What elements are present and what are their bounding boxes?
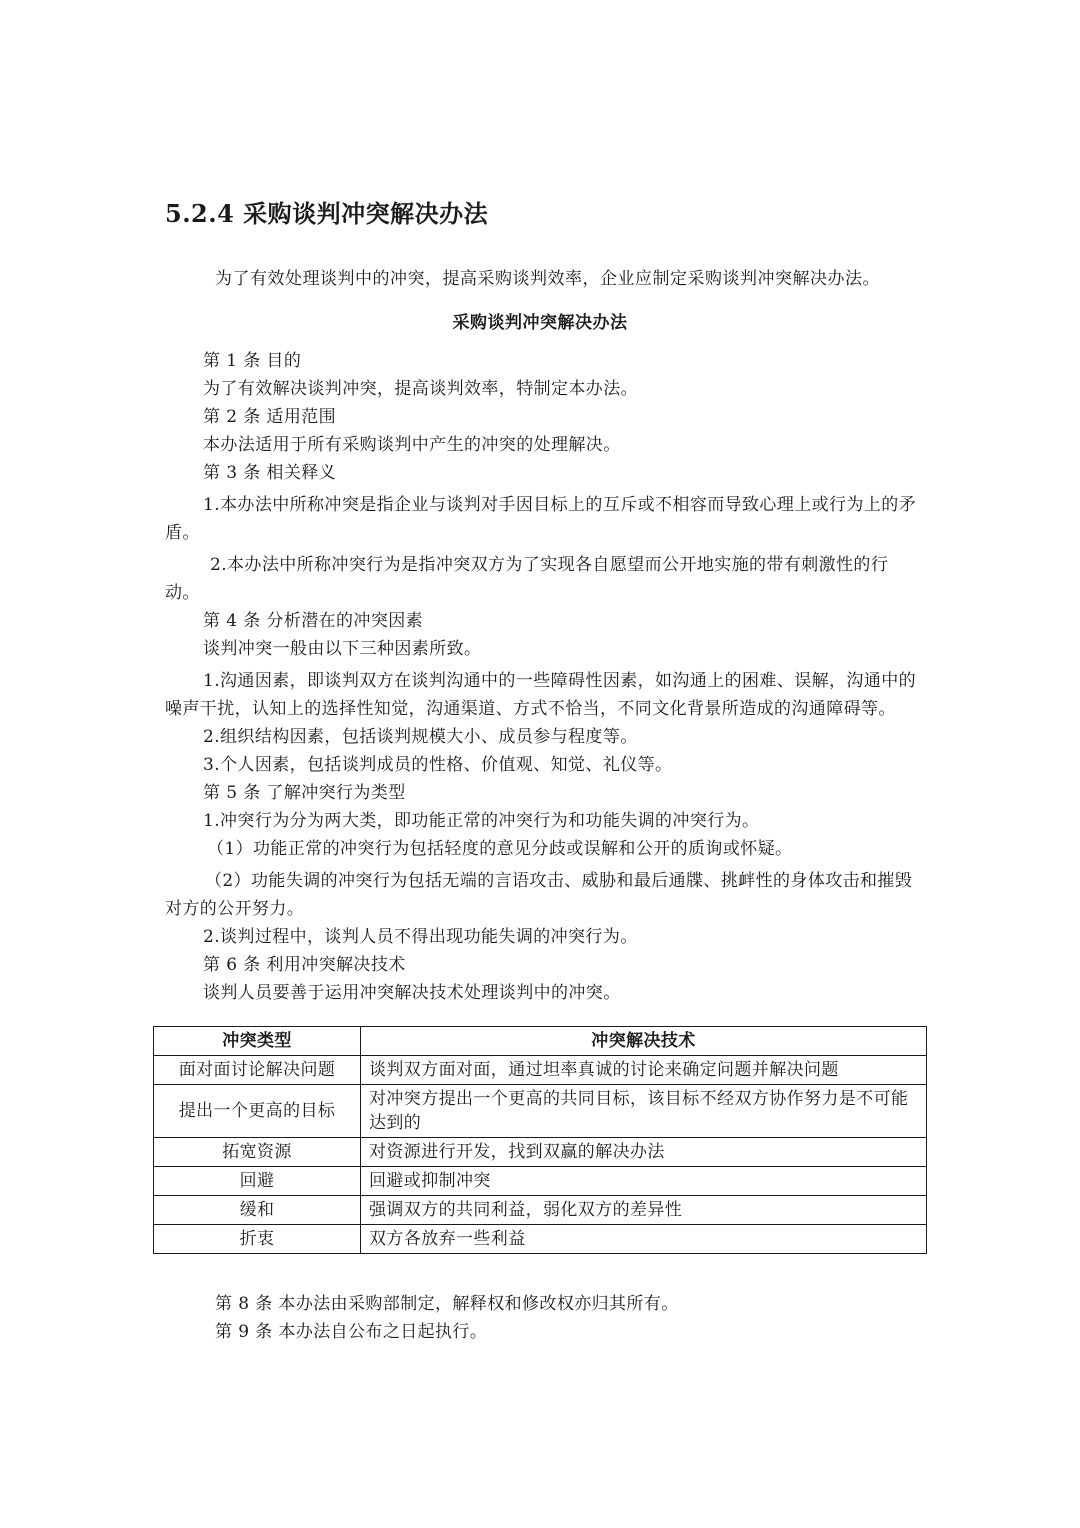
table-row [154, 1056, 927, 1085]
article-4-text: 谈判冲突一般由以下三种因素所致。 [203, 639, 482, 659]
table-cell-technique: 对冲突方提出一个更高的共同目标，该目标不经双方协作努力是不可能达到的 [361, 1085, 927, 1138]
table-cell-type: 拓宽资源 [154, 1138, 361, 1167]
document-title: 采购谈判冲突解决办法 [452, 313, 628, 333]
conflict-resolution-table [153, 1026, 927, 1254]
table-cell-technique: 对资源进行开发，找到双赢的解决办法 [361, 1138, 927, 1167]
table-cell-technique: 谈判双方面对面，通过坦率真诚的讨论来确定问题并解决问题 [361, 1056, 927, 1085]
article-4-title: 第 4 条 分析潜在的冲突因素 [203, 611, 424, 631]
article-2-title: 第 2 条 适用范围 [203, 407, 337, 427]
table-cell-technique: 双方各放弃一些利益 [361, 1225, 927, 1254]
table-cell-type: 回避 [154, 1167, 361, 1196]
intro-paragraph: 为了有效处理谈判中的冲突，提高采购谈判效率，企业应制定采购谈判冲突解决办法。 [215, 269, 880, 289]
article-6-title: 第 6 条 利用冲突解决技术 [203, 955, 406, 975]
article-9: 第 9 条 本办法自公布之日起执行。 [215, 1322, 488, 1342]
article-2-text: 本办法适用于所有采购谈判中产生的冲突的处理解决。 [203, 435, 621, 455]
article-5-item-1: 1.冲突行为分为两大类，即功能正常的冲突行为和功能失调的冲突行为。 [203, 811, 760, 831]
article-3-item-1: 1.本办法中所称冲突是指企业与谈判对手因目标上的互斥或不相容而导致心理上或行为上的矛盾。 [165, 495, 917, 543]
table-header-technique: 冲突解决技术 [361, 1027, 927, 1056]
closing-articles [215, 1290, 679, 1346]
article-8: 第 8 条 本办法由采购部制定，解释权和修改权亦归其所有。 [215, 1294, 679, 1314]
table-row [154, 1167, 927, 1196]
table-cell-type: 提出一个更高的目标 [154, 1085, 361, 1138]
article-4-item-1: 1.沟通因素，即谈判双方在谈判沟通中的一些障碍性因素，如沟通上的困难、误解，沟通中的噪声干扰，认知上的选择性知觉，沟通渠道、方式不恰当，不同文化背景所造成的沟通障碍等。 [165, 671, 917, 719]
article-5-item-1a: （1）功能正常的冲突行为包括轻度的意见分歧或误解和公开的质询或怀疑。 [207, 839, 793, 859]
table-row [154, 1196, 927, 1225]
article-1-title: 第 1 条 目的 [203, 351, 302, 371]
table-row [154, 1138, 927, 1167]
article-6-text: 谈判人员要善于运用冲突解决技术处理谈判中的冲突。 [203, 983, 621, 1003]
articles-body [165, 347, 917, 1007]
table-cell-type: 折衷 [154, 1225, 361, 1254]
table-header-type: 冲突类型 [154, 1027, 361, 1056]
article-4-item-3: 3.个人因素，包括谈判成员的性格、价值观、知觉、礼仪等。 [203, 755, 673, 775]
table-row [154, 1085, 927, 1138]
article-5-item-1b: （2）功能失调的冲突行为包括无端的言语攻击、威胁和最后通牒、挑衅性的身体攻击和摧毁对方的公开努力。 [165, 871, 913, 919]
article-4-item-2: 2.组织结构因素，包括谈判规模大小、成员参与程度等。 [203, 727, 638, 747]
section-title: 5.2.4 采购谈判冲突解决办法 [165, 199, 489, 228]
article-1-text: 为了有效解决谈判冲突，提高谈判效率，特制定本办法。 [203, 379, 638, 399]
table-cell-technique: 回避或抑制冲突 [361, 1167, 927, 1196]
table-cell-type: 缓和 [154, 1196, 361, 1225]
table-header-row [154, 1027, 927, 1056]
article-3-title: 第 3 条 相关释义 [203, 463, 337, 483]
table-cell-technique: 强调双方的共同利益，弱化双方的差异性 [361, 1196, 927, 1225]
table-cell-type: 面对面讨论解决问题 [154, 1056, 361, 1085]
article-3-item-2: 2.本办法中所称冲突行为是指冲突双方为了实现各自愿望而公开地实施的带有刺激性的行动。 [165, 555, 889, 603]
article-5-title: 第 5 条 了解冲突行为类型 [203, 783, 406, 803]
table-row [154, 1225, 927, 1254]
article-5-item-2: 2.谈判过程中，谈判人员不得出现功能失调的冲突行为。 [203, 927, 638, 947]
